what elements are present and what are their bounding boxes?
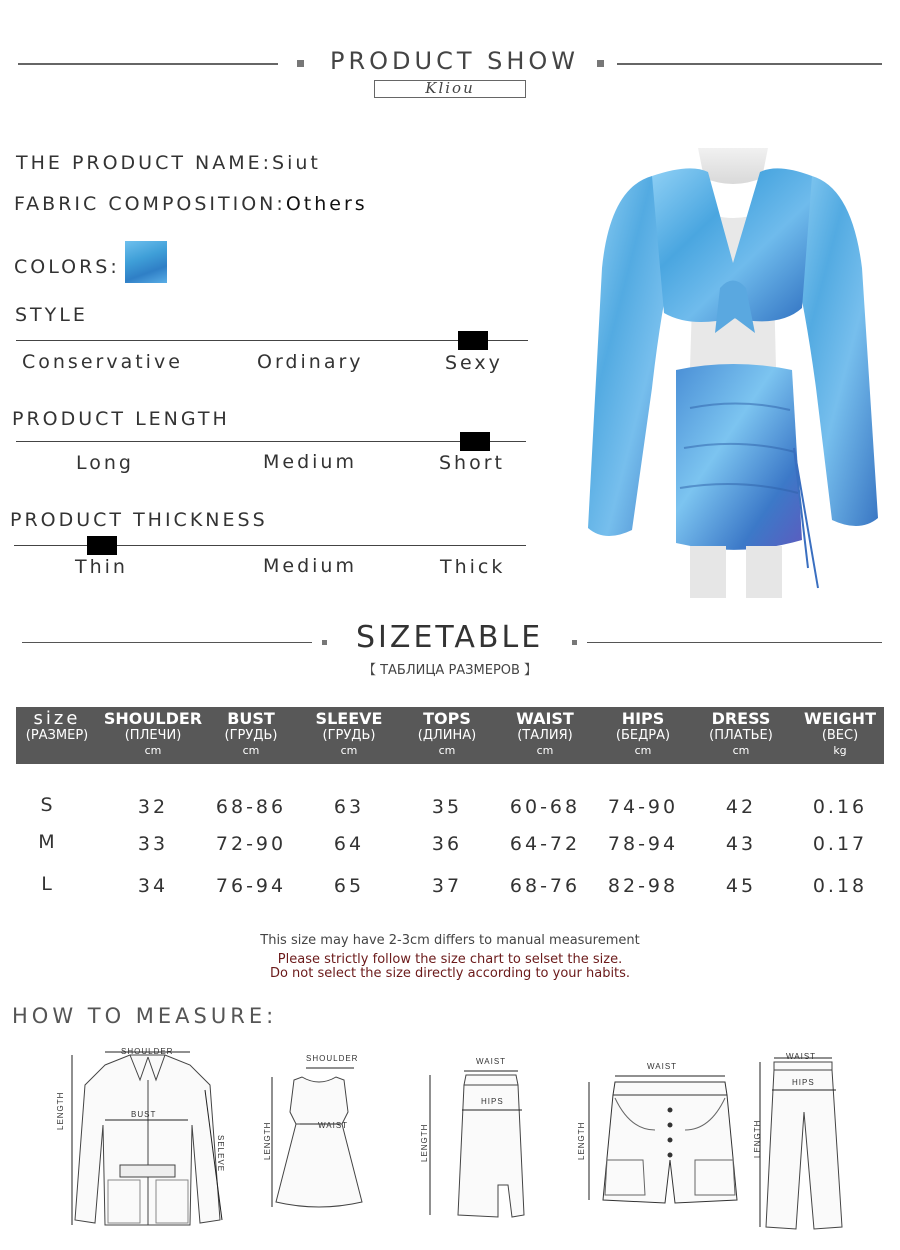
header-size xyxy=(16,707,98,764)
header-tops xyxy=(404,707,490,764)
header-shoulder-unit: cm xyxy=(144,744,162,757)
table-cell: 43 xyxy=(725,833,757,855)
size-note-warning-1: Please strictly follow the size chart to selset the size. xyxy=(277,952,623,967)
header-dress-unit: cm xyxy=(732,744,750,757)
table-cell: 32 xyxy=(137,796,169,818)
size-note-measurement: This size may have 2-3cm differs to manual measurement xyxy=(260,933,640,948)
style-selected-marker xyxy=(458,331,488,350)
table-cell: 63 xyxy=(333,796,365,818)
product-name-label: THE PRODUCT NAME: xyxy=(16,152,273,174)
header-dress-en: DRESS xyxy=(711,709,771,728)
sizetable-subtitle: 【 ТАБЛИЦА РАЗМЕРОВ 】 xyxy=(362,663,538,678)
table-row xyxy=(16,857,884,899)
header-waist xyxy=(490,707,600,764)
header-weight xyxy=(796,707,884,764)
sizetable-title: SIZETABLE xyxy=(356,620,544,655)
thickness-option-thick: Thick xyxy=(440,556,506,578)
measure-label-length: LENGTH xyxy=(56,1091,65,1130)
table-cell: 65 xyxy=(333,875,365,897)
table-row xyxy=(16,820,884,857)
measure-label-waist-dress: WAIST xyxy=(318,1121,349,1130)
style-option-ordinary: Ordinary xyxy=(257,351,364,373)
sizetable-bullet-left xyxy=(322,640,327,645)
measure-label-hips-skirt: HIPS xyxy=(481,1097,504,1106)
measure-label-waist-shorts: WAIST xyxy=(647,1062,678,1071)
measure-label-hips-pants: HIPS xyxy=(792,1078,815,1087)
header-waist-unit: cm xyxy=(536,744,554,757)
product-name-value: Siut xyxy=(272,152,321,174)
thickness-option-thin: Thin xyxy=(75,556,128,578)
thickness-option-medium: Medium xyxy=(263,555,357,577)
length-option-short: Short xyxy=(439,452,505,474)
header-rule-left xyxy=(18,63,278,65)
thickness-title: PRODUCT THICKNESS xyxy=(10,509,268,531)
measure-label-shoulder: SHOULDER xyxy=(121,1047,174,1056)
header-dress xyxy=(686,707,796,764)
length-selected-marker xyxy=(460,432,490,451)
header-waist-ru: (ТАЛИЯ) xyxy=(517,728,573,743)
table-cell: 60-68 xyxy=(509,796,581,818)
header-shoulder xyxy=(98,707,208,764)
table-cell: 82-98 xyxy=(607,875,679,897)
measure-label-selleve: SELEVE xyxy=(216,1135,225,1173)
length-title: PRODUCT LENGTH xyxy=(12,408,230,430)
header-hips-unit: cm xyxy=(634,744,652,757)
product-name-row xyxy=(16,152,321,174)
header-hips-ru: (БЕДРА) xyxy=(615,728,671,743)
header-shoulder-en: SHOULDER xyxy=(103,709,203,728)
dress-diagram xyxy=(262,1062,377,1222)
header-bust-ru: (ГРУДЬ) xyxy=(224,728,278,743)
brand-name: Kliou xyxy=(425,79,475,97)
size-table-header-row xyxy=(16,707,884,764)
header-sleeve xyxy=(294,707,404,764)
length-option-medium: Medium xyxy=(263,451,357,473)
table-cell: 35 xyxy=(431,796,463,818)
length-scale-line xyxy=(16,441,526,442)
header-hips-en: HIPS xyxy=(621,709,665,728)
header-dress-ru: (ПЛАТЬЕ) xyxy=(709,728,773,743)
size-cell: S xyxy=(40,794,56,816)
header-waist-en: WAIST xyxy=(516,709,574,728)
measure-label-length-skirt: LENGTH xyxy=(420,1123,429,1162)
size-table xyxy=(16,707,884,899)
header-size-en: size xyxy=(33,708,81,729)
table-cell: 45 xyxy=(725,875,757,897)
header-shoulder-ru: (ПЛЕЧИ) xyxy=(124,728,182,743)
measure-label-shoulder-dress: SHOULDER xyxy=(306,1054,359,1063)
header-bust-unit: cm xyxy=(242,744,260,757)
table-cell: 76-94 xyxy=(215,875,287,897)
style-option-conservative: Conservative xyxy=(22,351,183,373)
table-cell: 78-94 xyxy=(607,833,679,855)
fabric-label: FABRIC COMPOSITION: xyxy=(14,193,286,215)
header-bust-en: BUST xyxy=(227,709,275,728)
header-weight-en: WEIGHT xyxy=(804,709,876,728)
how-to-measure-title: HOW TO MEASURE: xyxy=(12,1004,278,1028)
size-cell: M xyxy=(38,831,58,853)
table-cell: 36 xyxy=(431,833,463,855)
header-sleeve-en: SLEEVE xyxy=(315,709,383,728)
measure-label-waist-skirt: WAIST xyxy=(476,1057,507,1066)
header-sleeve-unit: cm xyxy=(340,744,358,757)
header-bullet-left xyxy=(297,60,304,67)
measure-label-bust: BUST xyxy=(131,1110,157,1119)
table-cell: 64 xyxy=(333,833,365,855)
jacket-diagram xyxy=(60,1045,235,1230)
colors-label: COLORS: xyxy=(14,256,120,278)
measure-label-length-shorts: LENGTH xyxy=(577,1121,586,1160)
table-cell: 42 xyxy=(725,796,757,818)
product-photo xyxy=(580,148,885,598)
header-tops-unit: cm xyxy=(438,744,456,757)
sizetable-rule-left xyxy=(22,642,312,643)
table-cell: 68-76 xyxy=(509,875,581,897)
table-cell: 64-72 xyxy=(509,833,581,855)
header-tops-en: TOPS xyxy=(423,709,471,728)
header-sleeve-ru: (ГРУДЬ) xyxy=(322,728,376,743)
length-option-long: Long xyxy=(76,452,134,474)
table-cell: 72-90 xyxy=(215,833,287,855)
table-cell: 37 xyxy=(431,875,463,897)
page-title: PRODUCT SHOW xyxy=(330,47,580,75)
header-size-ru: (РАЗМЕР) xyxy=(25,728,89,743)
header-bust xyxy=(208,707,294,764)
header-hips xyxy=(600,707,686,764)
table-cell: 0.18 xyxy=(812,875,868,897)
style-title: STYLE xyxy=(15,304,88,326)
table-cell: 33 xyxy=(137,833,169,855)
table-cell: 0.17 xyxy=(812,833,868,855)
thickness-selected-marker xyxy=(87,536,117,555)
color-swatch[interactable] xyxy=(125,241,167,283)
header-rule-right xyxy=(617,63,882,65)
size-note-warning-2: Do not select the size directly according to your habits. xyxy=(269,966,631,981)
style-scale-line xyxy=(16,340,528,341)
fabric-row xyxy=(14,193,368,215)
table-cell: 74-90 xyxy=(607,796,679,818)
skirt-diagram xyxy=(418,1065,528,1225)
table-cell: 68-86 xyxy=(215,796,287,818)
shorts-diagram xyxy=(575,1070,740,1210)
size-cell: L xyxy=(41,873,55,895)
header-weight-ru: (ВЕС) xyxy=(821,728,859,743)
table-row xyxy=(16,764,884,820)
table-cell: 0.16 xyxy=(812,796,868,818)
measure-label-waist-pants: WAIST xyxy=(786,1052,817,1061)
table-cell: 34 xyxy=(137,875,169,897)
style-option-sexy: Sexy xyxy=(445,352,503,374)
header-tops-ru: (ДЛИНА) xyxy=(417,728,477,743)
sizetable-rule-right xyxy=(587,642,882,643)
header-weight-unit: kg xyxy=(833,744,847,757)
sizetable-bullet-right xyxy=(572,640,577,645)
header-bullet-right xyxy=(597,60,604,67)
fabric-value: Others xyxy=(285,193,368,215)
measure-label-length-pants: LENGTH xyxy=(753,1119,762,1158)
measure-label-length-dress: LENGTH xyxy=(263,1121,272,1160)
